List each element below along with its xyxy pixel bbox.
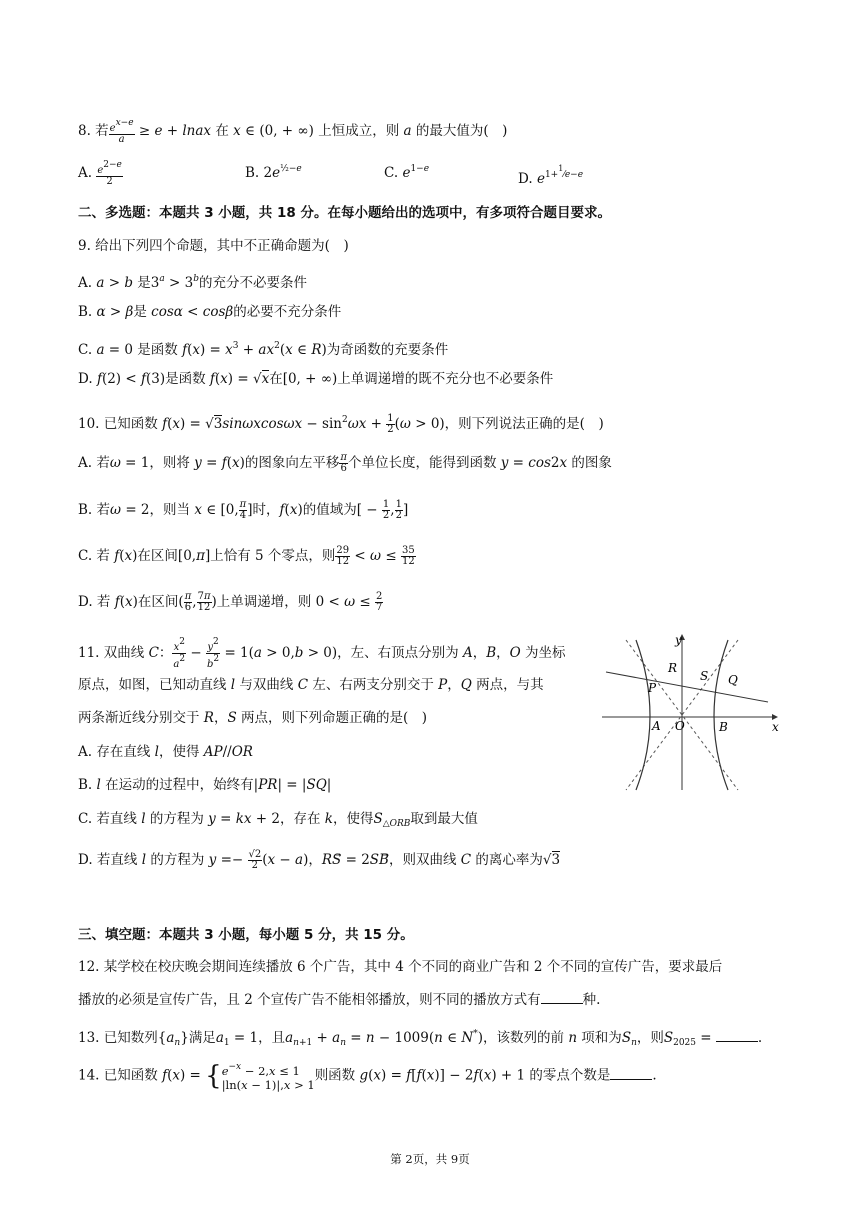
q11-option-a: A. 存在直线 l，使得 AP//OR bbox=[78, 744, 253, 760]
q11-stem-line3: 两条渐近线分别交于 R，S 两点，则下列命题正确的是( ) bbox=[78, 710, 428, 726]
q13-mid3: ，该数列的前 bbox=[483, 1030, 569, 1046]
q11-c-end: 取到最大值 bbox=[410, 811, 478, 827]
q11-d-mid: 的方程为 bbox=[146, 852, 209, 868]
q8-cond: 上恒成立，则 bbox=[313, 123, 404, 139]
q13-pre: 13. 已知数列 bbox=[78, 1030, 158, 1046]
q11-stem2: 原点，如图，已知动直线 bbox=[78, 677, 231, 693]
q14-end: 的零点个数是 bbox=[525, 1067, 611, 1084]
moving-line-l bbox=[606, 672, 768, 702]
q8-option-d: D. $e^{1+^1⁄e-e}$ bbox=[518, 164, 584, 187]
q11-option-c: C. 若直线 l 的方程为 y = kx + 2，存在 k，使得$S_{\triangle ORB}$取到最大值 bbox=[78, 811, 478, 829]
q13-mid5: ，则 bbox=[636, 1030, 664, 1046]
hyperbola-left-branch bbox=[636, 640, 650, 790]
q11-stem2b: 与双曲线 bbox=[235, 677, 298, 693]
q14-pre: 14. 已知函数 bbox=[78, 1067, 163, 1084]
q11-d-mid2: ，则双曲线 bbox=[388, 852, 461, 868]
q13-mid: 满足 bbox=[188, 1030, 216, 1046]
q8-option-d-label: D. bbox=[518, 171, 537, 187]
label-S: S bbox=[700, 669, 709, 683]
q11-c-mid2: ，存在 bbox=[279, 811, 325, 827]
q11-stem2d: 两点，与其 bbox=[471, 677, 544, 693]
q10-b-mid: ，则当 bbox=[149, 502, 195, 518]
q9-b-text: 是 bbox=[133, 304, 152, 320]
q8-option-b-label: B. bbox=[245, 165, 264, 181]
section-3-heading: 三、填空题：本题共 3 小题，每小题 5 分，共 15 分。 bbox=[78, 927, 414, 943]
q9-a-end: 的充分不必要条件 bbox=[198, 275, 307, 291]
section-2-heading: 二、多选题：本题共 3 小题，共 18 分。在每小题给出的选项中，有多项符合题目要求。 bbox=[78, 205, 611, 221]
q10-d-mid2: 上单调递增，则 bbox=[216, 594, 316, 610]
page-footer: 第 2页，共 9页 bbox=[390, 1152, 470, 1166]
q9-d-mid: 在 bbox=[269, 371, 283, 387]
q9-option-d: D. f(2) < f(3)是函数 f(x) = √x在[0, + ∞)上单调递增的既不充分也不必要条件 bbox=[78, 371, 554, 387]
q8-geq: ≥ bbox=[134, 123, 155, 139]
q11-stem1: 11. 双曲线 bbox=[78, 645, 149, 661]
label-Q: Q bbox=[728, 673, 738, 687]
label-x: x bbox=[772, 720, 779, 734]
q8-option-b: B. $2e^{\frac{1}{2}-e}$ bbox=[245, 164, 302, 181]
q14-mid: 则函数 bbox=[314, 1067, 360, 1084]
q10-stem-end: ，则下列说法正确的是( ) bbox=[444, 416, 604, 432]
q10-b-pre: B. 若 bbox=[78, 502, 111, 518]
q8-in: 在 bbox=[211, 123, 234, 139]
q8-option-a: A. $\frac{e^{2-e}}{2}$ bbox=[78, 160, 122, 187]
q10-stem: 10. 已知函数 $f(x) = √3\sin\omega xcos\omega x - \sin^2\omega x$ + $\frac{1}{2}$ (ω > 0)，则下列说法正确的是( ) bbox=[78, 413, 604, 435]
q9-d-end: 上单调递增的既不充分也不必要条件 bbox=[337, 371, 554, 387]
q12-line1: 12. 某学校在校庆晚会期间连续播放 6 个广告，其中 4 个不同的商业广告和 2 个不同的宣传广告，要求最后 bbox=[78, 959, 723, 975]
q8-end: 的最大值为( ) bbox=[411, 123, 508, 139]
q11-stem3b: 两点，则下列命题正确的是( ) bbox=[236, 710, 428, 726]
q13-mid4: 项和为 bbox=[577, 1030, 622, 1046]
q9-b-end: 的必要不充分条件 bbox=[233, 304, 342, 320]
q12-line2-end: 种. bbox=[582, 992, 601, 1008]
q9-d-text: 是函数 bbox=[165, 371, 210, 387]
q9-a-text: 是 bbox=[137, 275, 151, 291]
hyperbola-right-branch bbox=[714, 640, 728, 790]
q11-d-text: D. 若直线 bbox=[78, 852, 142, 868]
q10-c-mid: 在区间 bbox=[137, 548, 178, 564]
q11-stem1c: 为坐标 bbox=[525, 645, 566, 661]
q14-stem: 14. 已知函数 $f(x) = \{e^{-x} - 2,x \le 1$ |ln(x − 1)|,x > 1则函数 g(x) = f[f(x)] − 2f(x) + 1 的零点个数是 . bbox=[78, 1061, 657, 1092]
q11-a-end: ，使得 bbox=[158, 744, 204, 760]
q10-a-end: 的图象 bbox=[567, 455, 612, 471]
label-B: B bbox=[719, 720, 728, 734]
q10-option-a: A. 若ω = 1，则将 y = f(x)的图象向左平移 $\frac{\pi}{6}$ 个单位长度，能得到函数 y = cos2x 的图象 bbox=[78, 452, 612, 474]
q13-stem: 13. 已知数列$\{a_n\}$满足$a_1 = 1$，且$a_{n+1} + a_n = n - 1009(n$ ∈ N*)，该数列的前 n 项和为$S_n$，则$S_{2025}$ = . bbox=[78, 1029, 763, 1048]
label-O: O bbox=[675, 719, 685, 733]
q8-label: 8. 若 bbox=[78, 123, 109, 139]
label-y: y bbox=[675, 633, 682, 647]
q8-option-a-label: A. bbox=[78, 165, 97, 181]
q10-a-pre: A. 若 bbox=[78, 455, 110, 471]
q11-option-d: D. 若直线 l 的方程为 y =− $\frac{√2}{2}$ (x − a)，RS⃗ = 2SB，则双曲线 C 的离心率为√3 bbox=[78, 849, 561, 871]
q13-mid2: ，且 bbox=[258, 1030, 286, 1046]
q10-b-mid2: 时， bbox=[252, 502, 280, 518]
q8-stem: 8. 若 $\frac{e^{x-e}}{a}$ ≥ e + lnax 在 x ∈ (0, + ∞) 上恒成立，则 a 的最大值为( ) bbox=[78, 118, 508, 145]
q8-option-c: C. $e^{1-e}$ bbox=[384, 164, 430, 181]
q10-c-mid2: 上恰有 5 个零点，则 bbox=[210, 548, 336, 564]
q11-b-text: B. bbox=[78, 777, 97, 793]
q9-stem: 9. 给出下列四个命题，其中不正确命题为( ) bbox=[78, 238, 349, 254]
q12-answer-blank[interactable] bbox=[541, 991, 583, 1004]
hyperbola-figure bbox=[596, 628, 786, 793]
q12-line2 bbox=[78, 990, 600, 1010]
label-P: P bbox=[648, 681, 657, 695]
q11-option-b: B. l 在运动的过程中，始终有|PR| = |SQ| bbox=[78, 777, 332, 793]
q8-option-c-label: C. bbox=[384, 165, 403, 181]
q10-option-c: C. 若 f(x)在区间[0,π]上恰有 5 个零点，则 $\frac{29}{12}$ < ω ≤ $\frac{35}{12}$ bbox=[78, 545, 415, 567]
q10-option-b: B. 若ω = 2，则当 x ∈ [0, $\frac{\pi}{4}$ ]时，f(x)的值域为[ − $\frac{1}{2}$ , $\frac{1}{2}$ ] bbox=[78, 499, 409, 521]
q11-b-mid: 在运动的过程中，始终有 bbox=[100, 777, 254, 793]
q9-option-b: B. α > β是 cosα < cosβ的必要不充分条件 bbox=[78, 304, 342, 320]
q10-d-pre: D. 若 bbox=[78, 594, 115, 610]
q11-c-text: C. 若直线 bbox=[78, 811, 142, 827]
q11-stem-line1: 11. 双曲线 C： $\frac{x^2}{a^2}$ − $\frac{y^2}{b^2}$ = 1(a > 0,b > 0)，左、右顶点分别为 A，B，O 为坐标 bbox=[78, 637, 566, 670]
q8-fraction: $\frac{e^{x-e}}{a}$ bbox=[109, 118, 134, 145]
q11-c-mid3: ，使得 bbox=[332, 811, 374, 827]
q10-a-mid: ，则将 bbox=[149, 455, 195, 471]
q10-b-mid3: 的值域为 bbox=[302, 502, 357, 518]
q10-c-pre: C. 若 bbox=[78, 548, 115, 564]
q14-piecewise: {$e^{-x} - 2,x \le 1$ |ln(x − 1)|,x > 1 bbox=[205, 1061, 315, 1092]
q9-c-text: 是函数 bbox=[137, 342, 183, 358]
label-R: R bbox=[668, 661, 678, 675]
q10-option-d: D. 若 f(x)在区间( $\frac{\pi}{6}$ , $\frac{7\pi}{12}$ )上单调递增，则 0 < ω ≤ $\frac{2}{7}$ bbox=[78, 591, 383, 613]
q12-line2-text: 播放的必须是宣传广告，且 2 个宣传广告不能相邻播放，则不同的播放方式有 bbox=[78, 992, 541, 1008]
q9-option-c: C. a = 0 是函数 $f(x) = x^3 + ax^2(x$ ∈ R)为奇函数的充要条件 bbox=[78, 341, 449, 358]
q10-a-mid3: 个单位长度，能得到函数 bbox=[347, 455, 501, 471]
q11-stem2c: 左、右两支分别交于 bbox=[308, 677, 439, 693]
label-A: A bbox=[652, 719, 661, 733]
q9-c-end: 为奇函数的充要条件 bbox=[326, 342, 449, 358]
q10-a-mid2: 的图象向左平移 bbox=[244, 455, 340, 471]
q13-answer-blank[interactable] bbox=[716, 1029, 758, 1042]
q11-stem3: 两条渐近线分别交于 bbox=[78, 710, 204, 726]
q10-d-mid: 在区间 bbox=[137, 594, 179, 610]
q11-a-text: A. 存在直线 bbox=[78, 744, 155, 760]
q14-answer-blank[interactable] bbox=[610, 1067, 652, 1080]
q11-d-end: 的离心率为 bbox=[471, 852, 543, 868]
q10-stem-text: 10. 已知函数 bbox=[78, 416, 163, 432]
q11-stem-line2: 原点，如图，已知动直线 l 与双曲线 C 左、右两支分别交于 P，Q 两点，与其 bbox=[78, 677, 544, 693]
q9-option-a: A. a > b 是$3^a > 3^b$的充分不必要条件 bbox=[78, 274, 307, 291]
q11-c-mid: 的方程为 bbox=[145, 811, 209, 827]
q11-stem1b: ，左、右顶点分别为 bbox=[337, 645, 463, 661]
